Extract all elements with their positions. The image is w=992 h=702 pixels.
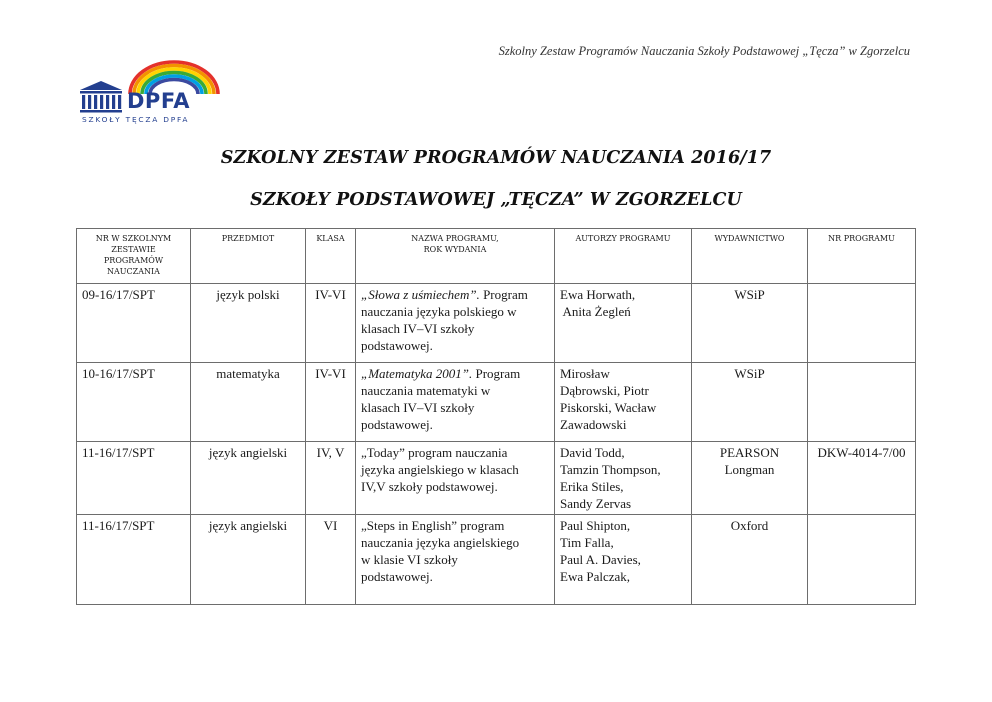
cell-program: „Słowa z uśmiechem”. Program nauczania języka polskiego w klasach IV–VI szkoły podstawowej. xyxy=(356,284,555,363)
header-nazwa-programu: NAZWA PROGRAMU, ROK WYDANIA xyxy=(356,229,555,284)
cell-autorzy: Ewa Horwath, Anita Żegleń xyxy=(555,284,692,363)
programs-table xyxy=(76,228,916,605)
cell-przedmiot: język polski xyxy=(191,284,306,363)
cell-klasa: IV, V xyxy=(306,442,356,515)
table-row xyxy=(77,442,916,515)
cell-klasa: IV-VI xyxy=(306,284,356,363)
header-nr-programu: NR PROGRAMU xyxy=(808,229,916,284)
cell-wydawnictwo: WSiP xyxy=(692,363,808,442)
cell-klasa: VI xyxy=(306,515,356,605)
cell-program: „Today” program nauczania języka angielskiego w klasach IV,V szkoły podstawowej. xyxy=(356,442,555,515)
cell-nr-programu xyxy=(808,363,916,442)
cell-przedmiot: język angielski xyxy=(191,442,306,515)
cell-program: „Matematyka 2001”. Program nauczania matematyki w klasach IV–VI szkoły podstawowej. xyxy=(356,363,555,442)
cell-nr: 11-16/17/SPT xyxy=(77,442,191,515)
cell-autorzy: Paul Shipton, Tim Falla, Paul A. Davies, Ewa Palczak, xyxy=(555,515,692,605)
cell-autorzy: Mirosław Dąbrowski, Piotr Piskorski, Wacław Zawadowski xyxy=(555,363,692,442)
table-row xyxy=(77,515,916,605)
cell-klasa: IV-VI xyxy=(306,363,356,442)
header-klasa: KLASA xyxy=(306,229,356,284)
cell-nr: 09-16/17/SPT xyxy=(77,284,191,363)
cell-przedmiot: język angielski xyxy=(191,515,306,605)
table-header-row xyxy=(77,229,916,284)
program-title: „Matematyka 2001”. xyxy=(361,366,473,381)
cell-autorzy: David Todd, Tamzin Thompson, Erika Stiles, Sandy Zervas xyxy=(555,442,692,515)
table-row xyxy=(77,363,916,442)
cell-wydawnictwo: WSiP xyxy=(692,284,808,363)
cell-program: „Steps in English” program nauczania języka angielskiego w klasie VI szkoły podstawowej. xyxy=(356,515,555,605)
dpfa-logo xyxy=(78,60,223,126)
logo-wordmark: DPFA xyxy=(127,89,191,113)
running-header: Szkolny Zestaw Programów Nauczania Szkoły Podstawowej „Tęcza” w Zgorzelcu xyxy=(498,44,910,58)
header-nr-szkolny: NR W SZKOLNYM ZESTAWIE PROGRAMÓW NAUCZANIA xyxy=(77,229,191,284)
cell-nr-programu xyxy=(808,515,916,605)
cell-wydawnictwo: Oxford xyxy=(692,515,808,605)
cell-przedmiot: matematyka xyxy=(191,363,306,442)
cell-nr-programu xyxy=(808,284,916,363)
cell-nr-programu: DKW-4014-7/00 xyxy=(808,442,916,515)
header-autorzy: AUTORZY PROGRAMU xyxy=(555,229,692,284)
document-subtitle: SZKOŁY PODSTAWOWEJ „TĘCZA” W ZGORZELCU xyxy=(250,190,742,210)
logo-subtitle: SZKOŁY TĘCZA DPFA xyxy=(82,115,190,124)
cell-nr: 11-16/17/SPT xyxy=(77,515,191,605)
header-wydawnictwo: WYDAWNICTWO xyxy=(692,229,808,284)
header-przedmiot: PRZEDMIOT xyxy=(191,229,306,284)
cell-wydawnictwo: PEARSON Longman xyxy=(692,442,808,515)
columns-building-icon xyxy=(80,81,122,113)
document-title: SZKOLNY ZESTAW PROGRAMÓW NAUCZANIA 2016/17 xyxy=(220,148,772,168)
table-row xyxy=(77,284,916,363)
program-title: „Słowa z uśmiechem”. xyxy=(361,287,480,302)
cell-nr: 10-16/17/SPT xyxy=(77,363,191,442)
